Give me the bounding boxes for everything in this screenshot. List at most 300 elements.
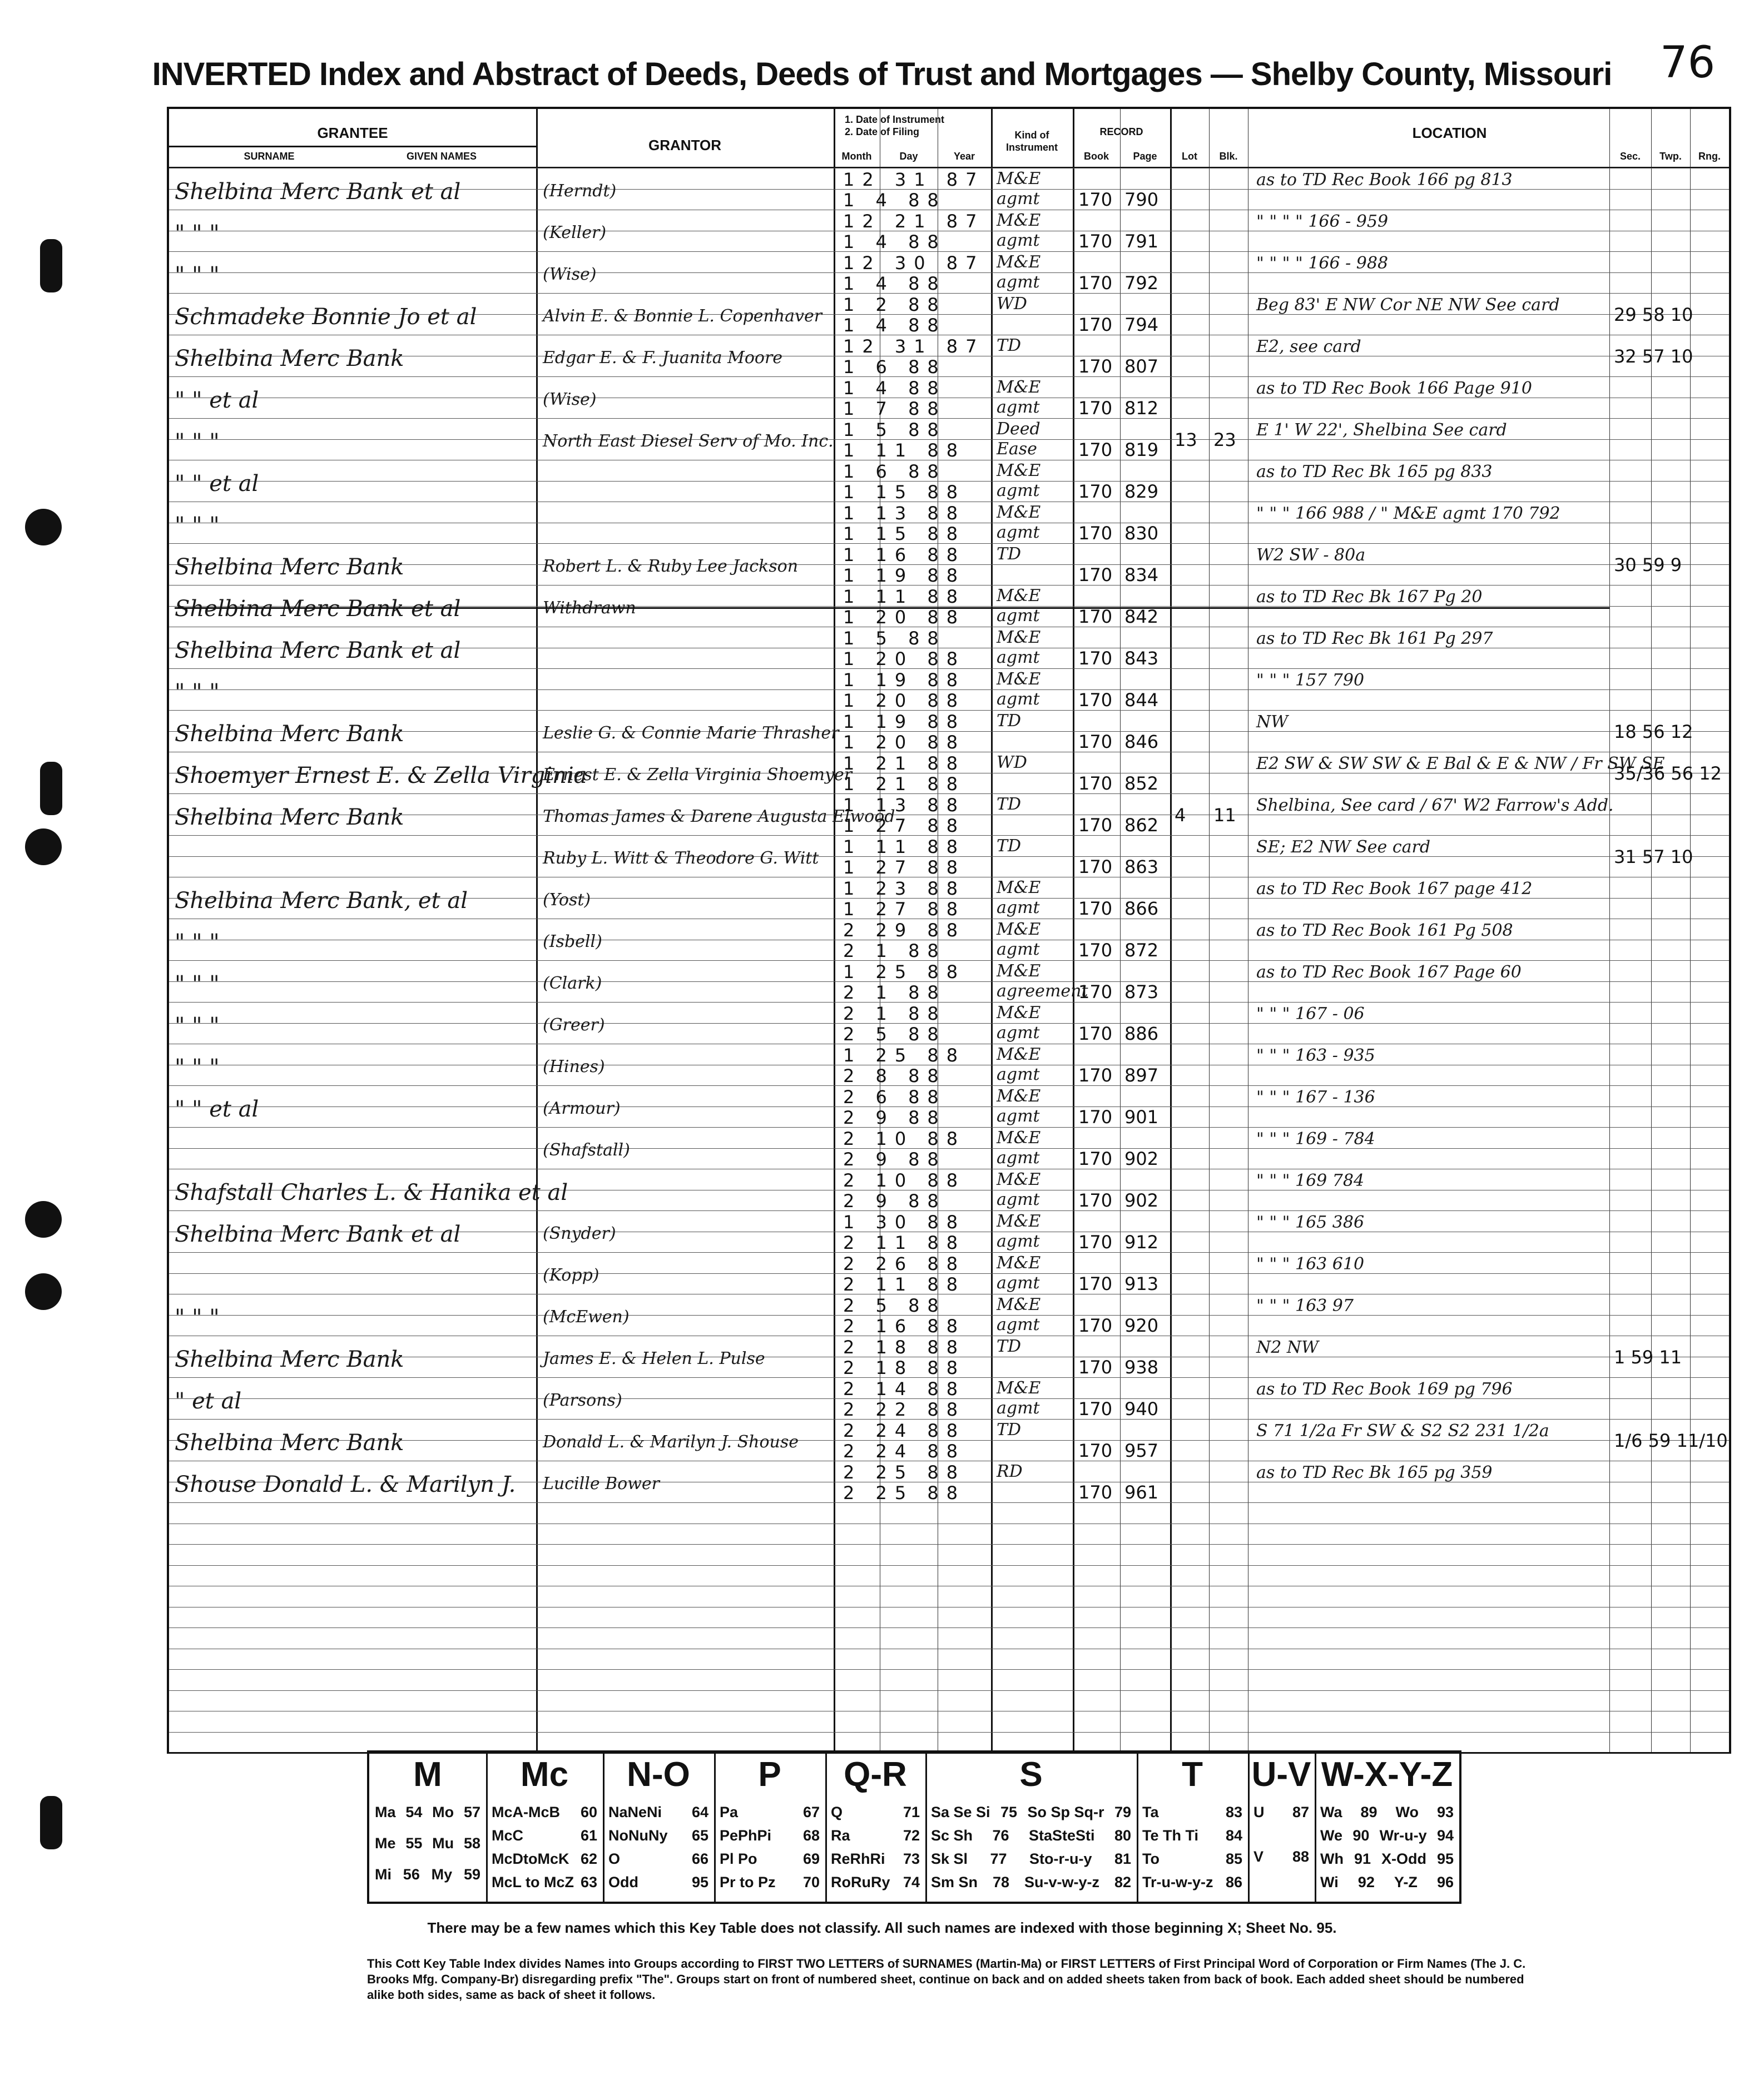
grantee-name: Shelbina Merc Bank — [175, 1430, 404, 1456]
instrument-kind-2: agmt — [997, 1315, 1040, 1334]
grantee-name: " " et al — [175, 1096, 259, 1122]
filing-date: 1 27 88 — [843, 899, 966, 920]
instrument-date: 2 18 88 — [843, 1337, 966, 1358]
key-entry — [931, 1874, 1131, 1891]
key-entry — [375, 1835, 480, 1852]
key-sheet-number: 71 — [903, 1804, 920, 1820]
grantor-name: Leslie G. & Connie Marie Thrasher — [543, 723, 839, 743]
key-letters: V — [1253, 1848, 1264, 1865]
location-description: SE; E2 NW See card — [1256, 837, 1431, 857]
key-letters: Wi — [1320, 1874, 1339, 1891]
record-page: 872 — [1124, 940, 1159, 961]
location-description: as to TD Rec Book 166 Page 910 — [1256, 379, 1532, 398]
key-sheet-number: 90 — [1352, 1827, 1370, 1844]
ledger-entry — [169, 1336, 1729, 1377]
key-letters: Wh — [1320, 1850, 1344, 1867]
instrument-kind-2: agmt — [997, 1065, 1040, 1084]
grantor-name: (Wise) — [543, 390, 597, 409]
key-sheet-number: 60 — [580, 1804, 597, 1820]
key-sheet-number: 95 — [691, 1874, 708, 1891]
instrument-date: 2 5 88 — [843, 1295, 947, 1316]
grantee-name: Shouse Donald L. & Marilyn J. — [175, 1472, 516, 1497]
location-description: " " " 166 988 / " M&E agmt 170 792 — [1256, 504, 1560, 523]
key-letters: NaNeNi — [608, 1804, 662, 1820]
ledger-entry — [169, 502, 1729, 543]
ledger-entry — [169, 1169, 1729, 1210]
key-letters: McL to McZ — [492, 1874, 574, 1891]
key-letters: Ma — [375, 1804, 396, 1820]
filing-date: 2 5 88 — [843, 1024, 947, 1045]
key-letters: PePhPi — [720, 1827, 772, 1844]
key-letters: Sa Se Si — [931, 1804, 990, 1820]
instrument-kind: M&E — [997, 1003, 1041, 1023]
key-note: There may be a few names which this Key Table does not classify. All such names are indexed with those beginning X; Sheet No. 95. — [427, 1919, 1337, 1936]
key-letters: Wr-u-y — [1379, 1827, 1427, 1844]
filing-date: 1 19 88 — [843, 565, 966, 586]
key-sheet-number: 56 — [403, 1866, 420, 1883]
filing-date: 2 9 88 — [843, 1190, 947, 1212]
location-sec-twp-rng: 29 58 10 — [1614, 304, 1693, 325]
ledger-entry — [169, 376, 1729, 418]
ledger-entry — [169, 752, 1729, 793]
record-page: 791 — [1124, 231, 1159, 252]
ledger-entry — [169, 1252, 1729, 1294]
location-description: " " " 163 - 935 — [1256, 1046, 1375, 1065]
ruled-line — [169, 1627, 1729, 1649]
location-description: as to TD Rec Book 161 Pg 508 — [1256, 921, 1513, 940]
key-entry — [1142, 1874, 1242, 1891]
instrument-kind: M&E — [997, 211, 1041, 230]
filing-date: 2 25 88 — [843, 1482, 966, 1504]
location-description: " " " 163 97 — [1256, 1296, 1354, 1316]
instrument-kind: M&E — [997, 1045, 1041, 1064]
key-entry — [831, 1827, 920, 1844]
instrument-kind: M&E — [997, 1378, 1041, 1398]
grantee-name: " " " — [175, 1013, 220, 1039]
ledger-entry — [169, 418, 1729, 460]
binder-hole — [25, 1201, 62, 1238]
grantor-name: Ernest E. & Zella Virginia Shoemyer — [543, 765, 853, 785]
key-group-letter: N-O — [627, 1755, 690, 1794]
record-page: 920 — [1124, 1315, 1159, 1336]
month-header: Month — [841, 151, 872, 162]
filing-date: 2 8 88 — [843, 1065, 947, 1086]
key-letters: Wo — [1395, 1804, 1419, 1820]
instrument-date: 1 6 88 — [843, 461, 947, 482]
location-description: E2, see card — [1256, 337, 1361, 356]
instrument-date: 1 13 88 — [843, 795, 966, 816]
filing-date: 1 4 88 — [843, 231, 947, 252]
location-sec-twp-rng: 1/6 59 11/10 — [1614, 1430, 1728, 1451]
instrument-kind: TD — [997, 1420, 1022, 1440]
location-description: as to TD Rec Book 167 Page 60 — [1256, 962, 1522, 982]
instrument-date: 2 25 88 — [843, 1462, 966, 1483]
key-sheet-number: 96 — [1436, 1874, 1454, 1891]
twp-header: Twp. — [1659, 151, 1682, 162]
key-entry — [1320, 1827, 1454, 1844]
grantor-header: GRANTOR — [648, 137, 721, 153]
location-description: S 71 1/2a Fr SW & S2 S2 231 1/2a — [1256, 1421, 1549, 1441]
key-sheet-number: 88 — [1292, 1848, 1309, 1865]
location-description: " " " " 166 - 988 — [1256, 254, 1389, 273]
ledger-entry — [169, 168, 1729, 210]
record-book: 170 — [1078, 606, 1113, 627]
record-book: 170 — [1078, 523, 1113, 544]
key-sheet-number: 61 — [580, 1827, 597, 1844]
grantor-name: Robert L. & Ruby Lee Jackson — [543, 557, 799, 576]
blk-header: Blk. — [1219, 151, 1238, 162]
instrument-kind-2: agmt — [997, 1232, 1040, 1251]
ledger-entry — [169, 585, 1729, 627]
instrument-kind: M&E — [997, 503, 1041, 522]
grantee-name: " " " — [175, 1055, 220, 1080]
key-entry — [375, 1804, 480, 1821]
location-description: as to TD Rec Bk 161 Pg 297 — [1256, 629, 1493, 648]
key-letters: Ra — [831, 1827, 850, 1844]
record-book: 170 — [1078, 1106, 1113, 1128]
key-group-letter: S — [1019, 1755, 1043, 1794]
key-letters: McC — [492, 1827, 524, 1844]
instrument-kind: M&E — [997, 169, 1041, 188]
key-sheet-number: 91 — [1354, 1850, 1371, 1867]
key-entry — [1320, 1850, 1454, 1868]
grantee-name: Shelbina Merc Bank — [175, 805, 404, 830]
book-header: Book — [1084, 151, 1109, 162]
record-page: 807 — [1124, 356, 1159, 377]
header-rule — [169, 146, 536, 147]
key-group-letter: M — [413, 1755, 442, 1794]
key-letters: My — [431, 1866, 453, 1883]
key-group-m — [369, 1753, 488, 1902]
record-page: 897 — [1124, 1065, 1159, 1086]
key-letters: StaSteSti — [1028, 1827, 1095, 1844]
location-description: as to TD Rec Book 169 pg 796 — [1256, 1380, 1513, 1399]
key-sheet-number: 84 — [1225, 1827, 1242, 1844]
instrument-kind: TD — [997, 836, 1022, 856]
grantee-header: GRANTEE — [317, 125, 388, 141]
grantor-name: (Clark) — [543, 974, 602, 993]
grantee-name: Schmadeke Bonnie Jo et al — [175, 304, 477, 330]
record-book: 170 — [1078, 981, 1113, 1003]
instrument-date: 2 6 88 — [843, 1086, 947, 1108]
grantor-name: (Snyder) — [543, 1224, 616, 1243]
grantee-name: Shafstall Charles L. & Hanika et al — [175, 1180, 568, 1205]
filing-date: 2 11 88 — [843, 1274, 966, 1295]
binder-hole — [25, 828, 62, 865]
record-book: 170 — [1078, 272, 1113, 294]
location-sec-twp-rng: 30 59 9 — [1614, 554, 1682, 575]
grantee-name: " " " — [175, 971, 220, 997]
key-sheet-number: 87 — [1292, 1804, 1309, 1820]
filing-date: 1 20 88 — [843, 607, 966, 628]
instrument-kind-2: agreement — [997, 981, 1088, 1001]
record-book: 170 — [1078, 773, 1113, 794]
key-letters: RoRuRy — [831, 1874, 890, 1891]
instrument-kind-2: agmt — [997, 689, 1040, 709]
key-sheet-number: 54 — [405, 1804, 423, 1820]
ledger-entry — [169, 1002, 1729, 1044]
key-group-letter: U-V — [1251, 1755, 1311, 1794]
record-page: 940 — [1124, 1398, 1159, 1420]
location-description: as to TD Rec Book 167 page 412 — [1256, 879, 1533, 899]
key-sheet-number: 58 — [463, 1835, 480, 1852]
instrument-kind-2: agmt — [997, 1106, 1040, 1126]
instrument-kind: M&E — [997, 1170, 1041, 1189]
instrument-date: 1 5 88 — [843, 628, 947, 649]
instrument-date: 2 10 88 — [843, 1128, 966, 1149]
filing-date: 1 27 88 — [843, 815, 966, 836]
location-description: " " " 169 - 784 — [1256, 1129, 1375, 1149]
ledger-entry — [169, 877, 1729, 919]
key-letters: Ta — [1142, 1804, 1159, 1820]
grantor-name: (Hines) — [543, 1057, 605, 1076]
instrument-kind-2: agmt — [997, 1023, 1040, 1043]
key-sheet-number: 82 — [1114, 1874, 1131, 1891]
ledger-entry — [169, 1127, 1729, 1169]
grantee-name: " " " — [175, 513, 220, 538]
key-entry — [1253, 1804, 1309, 1821]
instrument-date: 1 5 88 — [843, 419, 947, 440]
record-book: 170 — [1078, 898, 1113, 919]
instrument-date: 1 2 88 — [843, 294, 947, 315]
key-letters: McDtoMcK — [492, 1850, 569, 1867]
key-entry — [720, 1850, 820, 1868]
record-book: 170 — [1078, 1148, 1113, 1169]
location-sec-twp-rng: 18 56 12 — [1614, 721, 1693, 742]
key-entry — [831, 1804, 920, 1821]
record-book: 170 — [1078, 940, 1113, 961]
key-letters: Mu — [432, 1835, 454, 1852]
binder-slot — [40, 1796, 62, 1849]
instrument-kind-2: agmt — [997, 523, 1040, 542]
record-book: 170 — [1078, 1357, 1113, 1378]
key-letters: U — [1253, 1804, 1265, 1820]
key-sheet-number: 59 — [463, 1866, 480, 1883]
grantee-name: " " et al — [175, 471, 259, 497]
page-number: 76 — [1660, 38, 1716, 88]
record-page: 819 — [1124, 439, 1159, 460]
instrument-kind: M&E — [997, 1212, 1041, 1231]
ledger-table — [167, 107, 1731, 1754]
sec-header: Sec. — [1619, 151, 1641, 162]
instrument-date: 1 11 88 — [843, 586, 966, 607]
surname-header: SURNAME — [244, 151, 295, 162]
instrument-kind: TD — [997, 544, 1022, 564]
key-entry — [608, 1874, 708, 1891]
record-book: 170 — [1078, 1315, 1113, 1336]
instrument-kind: M&E — [997, 628, 1041, 647]
key-letters: McA-McB — [492, 1804, 561, 1820]
instrument-kind-2: agmt — [997, 231, 1040, 250]
record-book: 170 — [1078, 648, 1113, 669]
record-page: 938 — [1124, 1357, 1159, 1378]
key-letters: Sto-r-u-y — [1029, 1850, 1092, 1867]
ledger-entry — [169, 710, 1729, 752]
grantor-name: Lucille Bower — [543, 1474, 660, 1493]
page-header: Page — [1133, 151, 1157, 162]
key-entry — [931, 1827, 1131, 1844]
grantor-name: (McEwen) — [543, 1307, 630, 1327]
grantor-name: (Shafstall) — [543, 1140, 630, 1160]
key-group-letter: P — [758, 1755, 781, 1794]
record-book: 170 — [1078, 1232, 1113, 1253]
location-block: 11 — [1213, 805, 1236, 826]
ledger-entry — [169, 210, 1729, 251]
key-group-letter: W-X-Y-Z — [1321, 1755, 1453, 1794]
grantee-name: " " " — [175, 262, 220, 288]
record-book: 170 — [1078, 189, 1113, 210]
binder-slot — [40, 239, 62, 292]
grantor-name: (Isbell) — [543, 932, 602, 951]
key-sheet-number: 70 — [802, 1874, 820, 1891]
instrument-kind: M&E — [997, 378, 1041, 397]
ruled-line — [169, 1669, 1729, 1691]
key-group-letter: Mc — [520, 1755, 569, 1794]
record-book: 170 — [1078, 398, 1113, 419]
dates-header-2: 2. Date of Filing — [845, 126, 920, 137]
key-sheet-number: 67 — [802, 1804, 820, 1820]
location-description: " " " " 166 - 959 — [1256, 212, 1389, 231]
record-page: 957 — [1124, 1440, 1159, 1461]
instrument-date: 12 31 87 — [843, 169, 985, 190]
grantor-name: (Greer) — [543, 1015, 605, 1035]
location-description: " " " 169 784 — [1256, 1171, 1365, 1190]
record-book: 170 — [1078, 856, 1113, 877]
key-group-s — [925, 1753, 1138, 1902]
ruled-line — [169, 1502, 1729, 1524]
key-group-letter: Q-R — [844, 1755, 907, 1794]
key-group-n-o — [603, 1753, 716, 1902]
grantor-name: North East Diesel Serv of Mo. Inc. — [543, 431, 834, 451]
grantee-name: Shelbina Merc Bank — [175, 346, 404, 371]
grantee-name: Shelbina Merc Bank — [175, 721, 404, 747]
instrument-kind: Deed — [997, 419, 1040, 439]
key-entry — [720, 1804, 820, 1821]
record-page: 863 — [1124, 856, 1159, 877]
key-sheet-number: 80 — [1114, 1827, 1131, 1844]
filing-date: 1 11 88 — [843, 440, 966, 461]
grantee-name: " " " — [175, 221, 220, 246]
filing-date: 2 9 88 — [843, 1149, 947, 1170]
key-letters: Su-v-w-y-z — [1024, 1874, 1099, 1891]
key-letters: Sc Sh — [931, 1827, 973, 1844]
grantor-name: Alvin E. & Bonnie L. Copenhaver — [543, 306, 822, 326]
instrument-kind: M&E — [997, 920, 1041, 939]
instrument-date: 1 25 88 — [843, 961, 966, 983]
key-entry — [931, 1804, 1131, 1821]
key-letters: Q — [831, 1804, 843, 1820]
grantee-name: " " " — [175, 679, 220, 705]
page-title: INVERTED Index and Abstract of Deeds, Deeds of Trust and Mortgages — Shelby County, Missouri — [152, 56, 1612, 92]
location-description: " " " 167 - 136 — [1256, 1088, 1375, 1107]
record-book: 170 — [1078, 731, 1113, 752]
grantor-name: Withdrawn — [543, 598, 636, 618]
key-sheet-number: 81 — [1114, 1850, 1131, 1867]
key-letters: Mi — [375, 1866, 392, 1883]
ledger-entry — [169, 668, 1729, 710]
location-sec-twp-rng: 1 59 11 — [1614, 1347, 1682, 1368]
key-entry — [931, 1850, 1131, 1868]
instrument-date: 1 19 88 — [843, 669, 966, 691]
record-page: 852 — [1124, 773, 1159, 794]
key-entry — [1142, 1850, 1242, 1868]
grantee-name: Shelbina Merc Bank — [175, 1347, 404, 1372]
key-entry — [492, 1827, 597, 1844]
grantee-name: " " et al — [175, 388, 259, 413]
record-page: 844 — [1124, 689, 1159, 711]
ruled-line — [169, 1607, 1729, 1629]
record-page: 902 — [1124, 1148, 1159, 1169]
instrument-date: 2 24 88 — [843, 1420, 966, 1441]
key-letters: Sk Sl — [931, 1850, 968, 1867]
location-description: E 1' W 22', Shelbina See card — [1256, 420, 1507, 440]
day-header: Day — [899, 151, 918, 162]
grantor-name: (Wise) — [543, 265, 597, 284]
ledger-entry — [169, 919, 1729, 960]
location-sec-twp-rng: 32 57 10 — [1614, 346, 1693, 367]
key-entry — [1142, 1804, 1242, 1821]
instrument-kind: WD — [997, 294, 1027, 314]
key-sheet-number: 69 — [802, 1850, 820, 1867]
key-entry — [1142, 1827, 1242, 1844]
instrument-kind: WD — [997, 753, 1027, 772]
instrument-date: 2 1 88 — [843, 1003, 947, 1024]
instrument-date: 2 29 88 — [843, 920, 966, 941]
key-sheet-number: 93 — [1436, 1804, 1454, 1820]
key-letters: Me — [375, 1835, 396, 1852]
key-entry — [831, 1874, 920, 1891]
location-sec-twp-rng: 35/36 56 12 — [1614, 763, 1722, 784]
ledger-entry — [169, 1419, 1729, 1461]
grantee-name: Shelbina Merc Bank, et al — [175, 888, 468, 914]
instrument-kind-2: agmt — [997, 398, 1040, 417]
key-sheet-number: 62 — [580, 1850, 597, 1867]
key-sheet-number: 73 — [903, 1850, 920, 1867]
key-letters: Pa — [720, 1804, 739, 1820]
key-entry — [831, 1850, 920, 1868]
record-book: 170 — [1078, 314, 1113, 335]
location-description: " " " 167 - 06 — [1256, 1004, 1365, 1024]
grantor-name: (Kopp) — [543, 1266, 599, 1285]
ledger-entry — [169, 960, 1729, 1002]
key-letters: Tr-u-w-y-z — [1142, 1874, 1213, 1891]
key-sheet-number: 57 — [463, 1804, 480, 1820]
given-names-header: GIVEN NAMES — [406, 151, 477, 162]
instrument-kind-2: agmt — [997, 1273, 1040, 1293]
key-sheet-number: 86 — [1225, 1874, 1242, 1891]
record-book: 170 — [1078, 1398, 1113, 1420]
ledger-entry — [169, 1210, 1729, 1252]
location-sec-twp-rng: 31 57 10 — [1614, 846, 1693, 867]
grantee-name: Shoemyer Ernest E. & Zella Virginia — [175, 763, 587, 788]
ledger-entry — [169, 335, 1729, 376]
footer-text: This Cott Key Table Index divides Names into Groups according to FIRST TWO LETTERS of SURNAMES (Martin-Ma) or FIRST LETTERS of First Principal Word of Corporation or Firm Names (The J. C. Brooks Mfg. Company-Br) disregarding prefix "The". Groups start on front of numbered sheet, continue on back and on added sheets taken from back of book. Each added sheet should be numbered alike both sides, same as back of sheet it follows. — [367, 1957, 1526, 2002]
instrument-date: 1 23 88 — [843, 878, 966, 899]
location-block: 23 — [1213, 429, 1236, 450]
grantor-name: Donald L. & Marilyn J. Shouse — [543, 1432, 799, 1452]
key-group-w-x-y-z — [1315, 1753, 1459, 1902]
key-letters: Y-Z — [1394, 1874, 1418, 1891]
dates-header-1: 1. Date of Instrument — [845, 114, 945, 125]
key-sheet-number: 92 — [1357, 1874, 1375, 1891]
key-letters: Sm Sn — [931, 1874, 978, 1891]
filing-date: 1 4 88 — [843, 273, 947, 294]
ledger-entry — [169, 793, 1729, 835]
record-book: 170 — [1078, 1273, 1113, 1294]
instrument-date: 1 19 88 — [843, 711, 966, 732]
record-book: 170 — [1078, 815, 1113, 836]
filing-date: 2 22 88 — [843, 1399, 966, 1420]
